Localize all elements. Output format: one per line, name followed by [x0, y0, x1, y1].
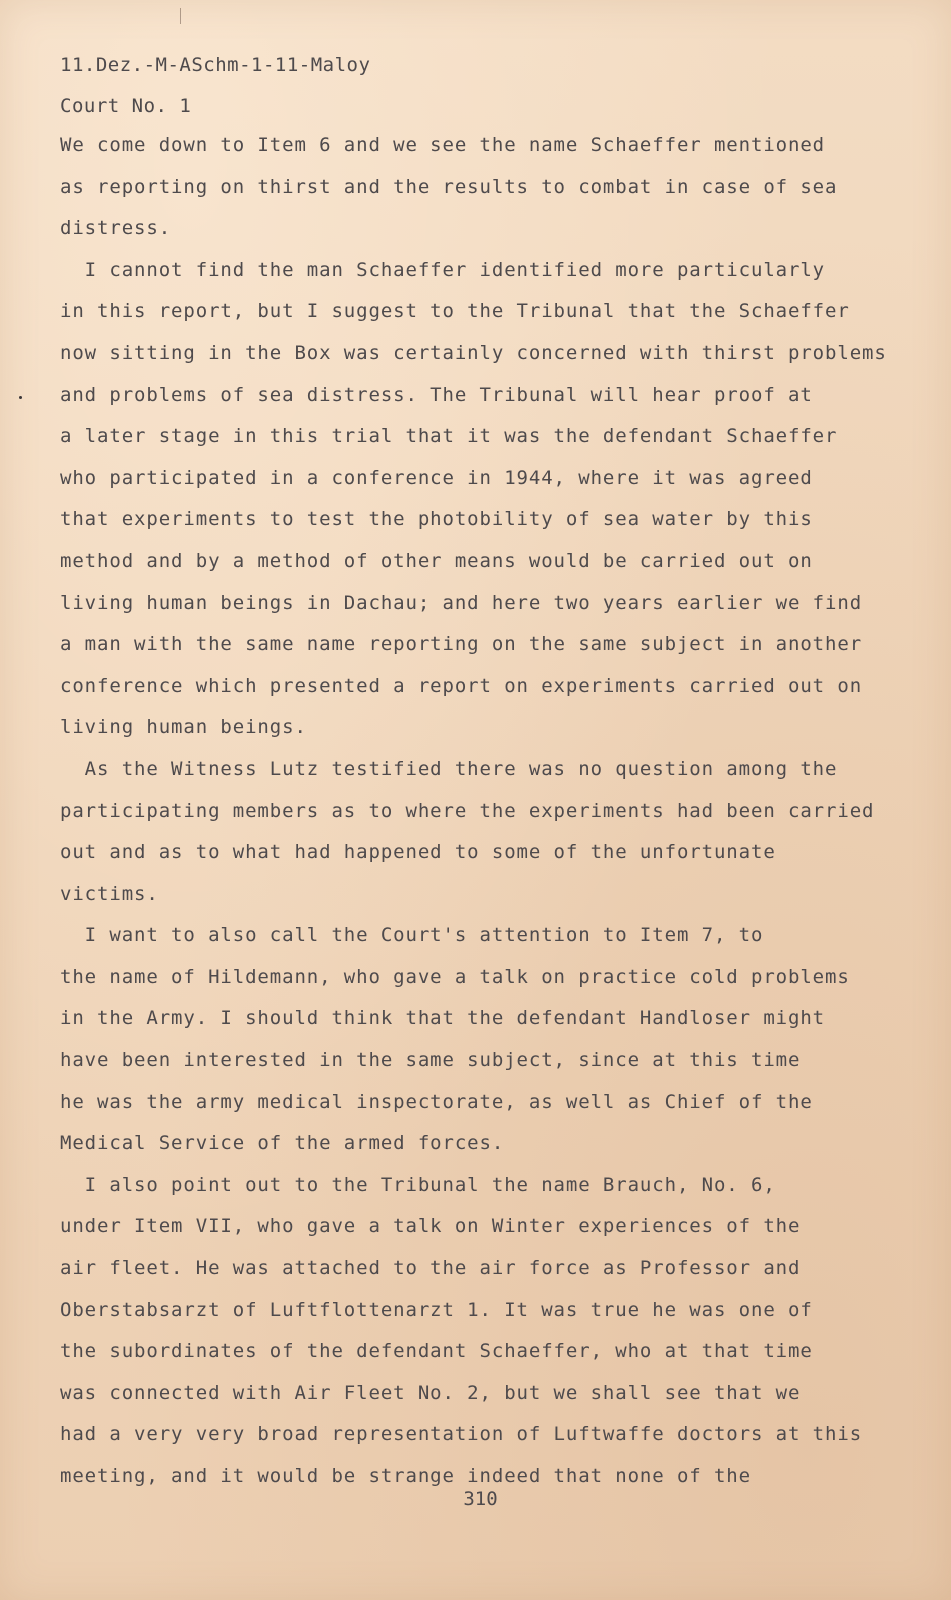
- document-reference: 11.Dez.-M-ASchm-1-11-Maloy: [60, 54, 371, 76]
- text-line: participating members as to where the experiments had been carried: [60, 799, 875, 822]
- paper-mark: [180, 8, 181, 24]
- text-line: as reporting on thirst and the results to combat in case of sea: [60, 175, 838, 198]
- text-line: I also point out to the Tribunal the name Brauch, No. 6,: [60, 1173, 776, 1196]
- text-line: that experiments to test the photobility of sea water by this: [60, 508, 813, 531]
- text-line: now sitting in the Box was certainly concerned with thirst problems: [60, 341, 887, 364]
- text-line: and problems of sea distress. The Tribunal will hear proof at: [60, 383, 813, 406]
- transcript-body: [60, 131, 910, 1504]
- text-line: living human beings.: [60, 716, 307, 739]
- text-line: a man with the same name reporting on the same subject in another: [60, 633, 863, 656]
- text-line: who participated in a conference in 1944, where it was agreed: [60, 466, 813, 489]
- text-line: under Item VII, who gave a talk on Winter experiences of the: [60, 1215, 801, 1238]
- text-line: method and by a method of other means would be carried out on: [60, 549, 813, 572]
- text-line: Medical Service of the armed forces.: [60, 1132, 505, 1155]
- text-line: As the Witness Lutz testified there was no question among the: [60, 757, 838, 780]
- page-number: 310: [463, 1488, 498, 1510]
- text-line: he was the army medical inspectorate, as well as Chief of the: [60, 1090, 813, 1113]
- text-line: distress.: [60, 217, 172, 240]
- text-line: the name of Hildemann, who gave a talk on practice cold problems: [60, 965, 850, 988]
- text-line: have been interested in the same subject, since at this time: [60, 1049, 801, 1072]
- text-line: meeting, and it would be strange indeed that none of the: [60, 1465, 751, 1487]
- margin-dot: [19, 396, 22, 399]
- text-line: was connected with Air Fleet No. 2, but we shall see that we: [60, 1381, 801, 1404]
- text-line: had a very very broad representation of Luftwaffe doctors at this: [60, 1423, 863, 1446]
- text-line: air fleet. He was attached to the air force as Professor and: [60, 1257, 801, 1280]
- text-line: conference which presented a report on experiments carried out on: [60, 674, 863, 697]
- text-line: out and as to what had happened to some of the unfortunate: [60, 841, 776, 864]
- text-line: in this report, but I suggest to the Tribunal that the Schaeffer: [60, 300, 850, 323]
- text-line: I cannot find the man Schaeffer identified more particularly: [60, 258, 826, 281]
- text-line: in the Army. I should think that the defendant Handloser might: [60, 1007, 826, 1030]
- text-line: living human beings in Dachau; and here two years earlier we find: [60, 591, 863, 614]
- text-line: victims.: [60, 882, 159, 905]
- text-line: I want to also call the Court's attention to Item 7, to: [60, 924, 764, 947]
- text-line: Oberstabsarzt of Luftflottenarzt 1. It was true he was one of: [60, 1298, 813, 1321]
- text-line: We come down to Item 6 and we see the name Schaeffer mentioned: [60, 134, 826, 156]
- text-line: a later stage in this trial that it was the defendant Schaeffer: [60, 425, 838, 448]
- court-number: Court No. 1: [60, 95, 192, 117]
- text-line: the subordinates of the defendant Schaeffer, who at that time: [60, 1340, 813, 1363]
